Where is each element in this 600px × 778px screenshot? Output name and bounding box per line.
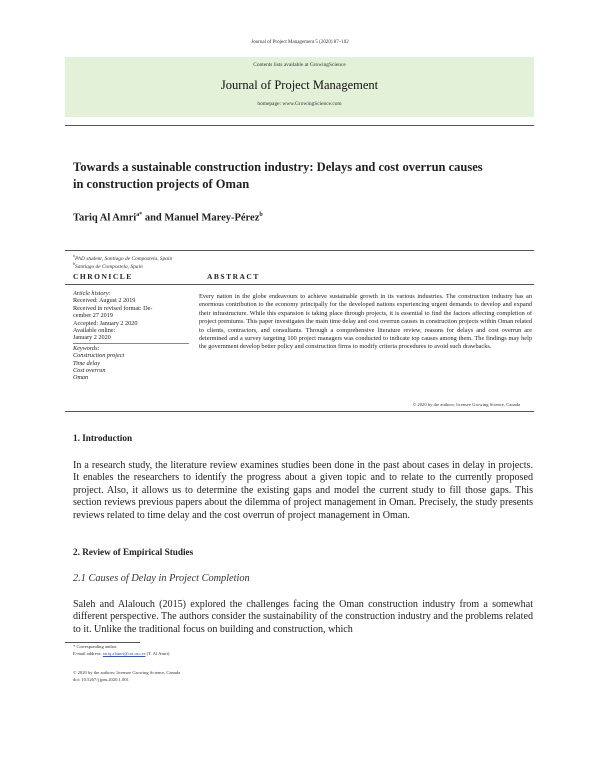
affiliation-b: $^b$Santiago de Compostela, Spain [73, 261, 143, 270]
email-line [73, 651, 169, 658]
available-label: Available online: [73, 327, 116, 335]
keywords-rule [73, 343, 189, 344]
section-2-heading: 2. Review of Empirical Studies [73, 547, 194, 557]
abstract-copyright: © 2020 by the authors; licensee Growing Science, Canada [412, 402, 520, 407]
abstract-heading: ABSTRACT [207, 272, 260, 281]
history-label: Article history: [73, 290, 111, 297]
available-date: January 2 2020 [73, 334, 111, 342]
abstract-text: Every nation in the globe endeavours to achieve sustainable growth in its various industries. The construction industry has an enormous contribution to the economy principally for the developed nations experiencing urgent demands to develop and expand their infrastructure. While this expansion is taking place through projects, it is essential to find the factors affecting completion of project premiums. This paper investigates the main time delay and cost overrun causes in construction projects within Oman related to clients, contractors, and consultants. Through a comprehensive literature review, reasons for delays and cost overrun are determined and a survey targeting 100 project managers was conducted to indicate top causes among them. The findings may help the government develop better policy and construction firms to modify criteria procedures to avoid such drawbacks. [199, 293, 532, 351]
author-list [73, 212, 263, 224]
title-line-1: Towards a sustainable construction industry: Delays and cost overrun causes [73, 160, 483, 174]
affiliation-a: $^a$PhD student, Santiago de Compostela, Spain [73, 253, 173, 262]
author-1-mark: a* [136, 212, 143, 218]
section-2-1-heading: 2.1 Causes of Delay in Project Completion [73, 573, 250, 584]
keywords-label: Keywords: [73, 344, 100, 352]
section-2-1-text: Saleh and Alalouch (2015) explored the challenges facing the Oman construction industry from a somewhat different perspective. The authors consider the sustainability of the construction industry and the problems related to it. Unlike the traditional focus on building and construction, which [73, 599, 533, 635]
doi: doi: 10.5267/j.jpm.2020.1.001 [73, 676, 129, 682]
footnote-rule [65, 642, 140, 643]
paper-title [73, 159, 533, 193]
section-1-heading: 1. Introduction [73, 433, 133, 443]
keyword: Time delay [73, 359, 100, 367]
journal-homepage: homepage: www.GrowingScience.com [257, 101, 342, 107]
email-owner: (T. Al Amri) [146, 650, 170, 656]
author-conjunction: and [144, 212, 162, 224]
author-2-mark: b [259, 212, 263, 218]
revised-date-1: Received in revised format: De- [73, 304, 153, 312]
author-2: Manuel Marey-Pérez [164, 212, 260, 224]
article-history [73, 290, 181, 382]
banner-contents-note: Contents lists available at GrowingScience [253, 62, 346, 68]
author-1: Tariq Al Amri [73, 212, 137, 224]
journal-banner [65, 57, 534, 117]
chronicle-top-rule [65, 284, 534, 285]
title-line-2: in construction projects of Oman [73, 177, 250, 191]
affiliation-rule [65, 250, 534, 251]
publication-info [73, 670, 180, 684]
chronicle-heading: CHRONICLE [73, 272, 133, 281]
copyright-notice: © 2020 by the authors; licensee Growing Science, Canada [73, 670, 181, 675]
accepted-date: Accepted: January 2 2020 [73, 319, 138, 327]
revised-date-2: cember 27 2019 [73, 312, 113, 320]
author-email-link[interactable]: tariq.alamri@rai.usc.es [102, 650, 146, 656]
header-rule [65, 125, 534, 126]
running-head: Journal of Project Management 5 (2020) 87–102 [251, 40, 349, 45]
corresponding-author-note: * Corresponding author. [73, 644, 118, 649]
footnotes [73, 644, 169, 658]
keyword: Cost overrun [73, 367, 106, 375]
keyword: Oman [73, 374, 89, 382]
journal-title: Journal of Project Management [220, 78, 379, 92]
keyword: Construction project [73, 352, 125, 360]
abstract-bottom-rule [65, 411, 534, 412]
email-label: E-mail address: [73, 650, 102, 656]
received-date: Received: August 2 2019 [73, 297, 136, 305]
section-1-text: In a research study, the literature review examines studies been done in the past about cases in delay in projects. It enables the researchers to identify the progress about a given topic and to relate to the currently proposed project. Also, it allows us to determine the existing gaps and model the current study to fill those gaps. This section reviews previous papers about the dilemma of project management in Oman. Precisely, the study presents reviews related to time delay and the cost overrun of project management in Oman. [73, 460, 533, 521]
